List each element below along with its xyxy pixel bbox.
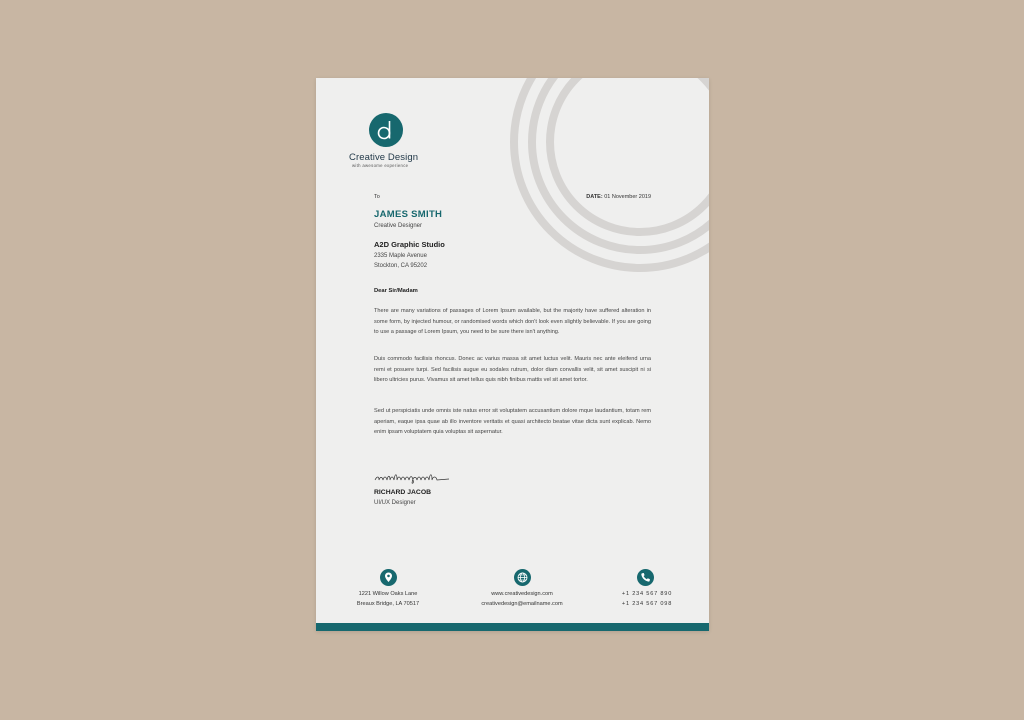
logo-d-icon	[369, 113, 403, 147]
footer-address-line1: 1221 Willow Oaks Lane	[358, 591, 418, 597]
to-label: To	[374, 194, 380, 200]
recipient-role: Creative Designer	[374, 223, 423, 229]
footer-email: creativedesign@emailname.com	[481, 601, 563, 607]
brand-logo	[369, 113, 403, 147]
globe-icon	[514, 569, 531, 586]
brand-name: Creative Design	[349, 152, 419, 163]
body-paragraph-2: Duis commodo facilisis rhoncus. Donec ac varius massa sit amet luctus velit. Mauris nec ante eleifend urna remi et posuere turpi. Sed facilisis augue eu sodales rutrum, dolor diam convallis velit, sit amet suscipit ni si libero ultricies purus. Vivamus sit amet tellus quis nibh finibus mattis vel sit amet tortor.	[374, 356, 651, 383]
footer-phone-2: +1 234 567 098	[621, 601, 673, 607]
signer-name: RICHARD JACOB	[374, 489, 432, 496]
location-pin-icon	[380, 569, 397, 586]
recipient-name: JAMES SMITH	[374, 209, 443, 220]
footer-address-line2: Breaux Bridge, LA 70517	[356, 601, 420, 607]
footer-website: www.creativedesign.com	[491, 591, 553, 597]
date-label: DATE:	[586, 194, 603, 200]
recipient-company: A2D Graphic Studio	[374, 240, 445, 249]
footer-accent-bar	[316, 623, 709, 631]
letter-date	[586, 194, 651, 200]
date-value: 01 November 2019	[604, 194, 651, 200]
body-paragraph-3: Sed ut perspiciatis unde omnis iste natus error sit voluptatem accusantium dolore mque laudantium, totam rem aperiam, eaque ipsa quae ab illo inventore veritatis et quasi architecto beatae vitae dicta sunt explicab. Nemo enim ipsam voluptatem quia voluptas sit aspernatur.	[374, 408, 651, 435]
body-paragraph-1: There are many variations of passages of Lorem Ipsum available, but the majority have suffered alteration in some form, by injected humour, or randomised words which don't look even slightly believable. If you are going to use a passage of Lorem Ipsum, you need to be sure there isn't anything.	[374, 308, 651, 335]
footer-phone-1: +1 234 567 890	[621, 591, 673, 597]
salutation: Dear Sir/Madam	[374, 288, 418, 294]
recipient-address-line2: Stockton, CA 95202	[374, 263, 428, 269]
phone-icon	[637, 569, 654, 586]
signer-role: UI/UX Designer	[374, 500, 416, 506]
brand-tagline: with awesome experience	[352, 163, 409, 168]
signature	[373, 470, 451, 484]
letterhead-page	[316, 78, 709, 631]
recipient-address-line1: 2335 Maple Avenue	[374, 253, 427, 259]
